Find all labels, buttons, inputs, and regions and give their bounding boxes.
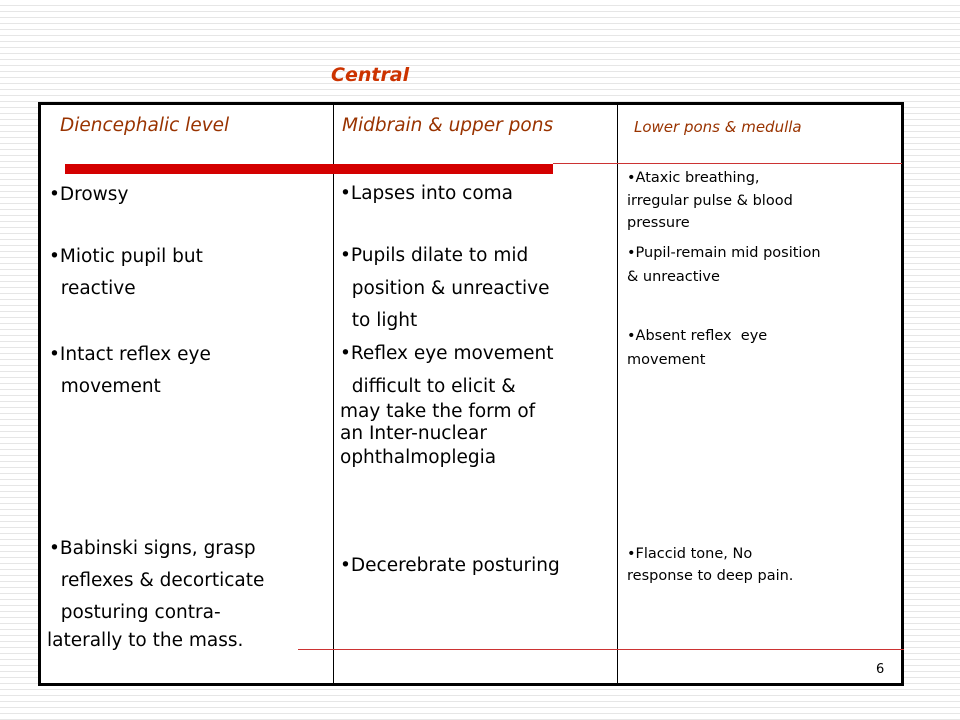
list-item: reflexes & decorticate <box>49 570 265 591</box>
list-item: •Miotic pupil but <box>49 246 203 267</box>
list-item: •Ataxic breathing, <box>627 170 760 186</box>
header-diencephalic: Diencephalic level <box>60 115 230 136</box>
list-item: •Drowsy <box>49 184 129 205</box>
header-midbrain: Midbrain & upper pons <box>342 115 554 136</box>
list-item: •Decerebrate posturing <box>340 555 560 576</box>
list-item: •Lapses into coma <box>340 183 514 204</box>
divider-line <box>553 163 902 164</box>
list-item: •Intact reflex eye <box>49 344 211 365</box>
column-divider <box>333 105 334 683</box>
list-item: difficult to elicit & <box>340 376 516 397</box>
list-item: •Pupil-remain mid position <box>627 245 821 261</box>
slide-title: Central <box>331 64 410 86</box>
accent-bar <box>65 164 553 174</box>
list-item: •Flaccid tone, No <box>627 546 753 562</box>
list-item: an Inter-nuclear <box>340 423 487 444</box>
list-item: pressure <box>627 215 690 231</box>
list-item: laterally to the mass. <box>47 630 244 651</box>
list-item: may take the form of <box>340 401 536 422</box>
list-item: to light <box>340 310 418 331</box>
header-lower-pons: Lower pons & medulla <box>634 118 802 136</box>
list-item: & unreactive <box>627 269 720 285</box>
list-item: •Absent reflex eye <box>627 328 768 344</box>
list-item: •Reflex eye movement <box>340 343 554 364</box>
column-divider <box>617 105 618 683</box>
page-number: 6 <box>876 662 885 677</box>
list-item: ophthalmoplegia <box>340 447 497 468</box>
list-item: position & unreactive <box>340 278 550 299</box>
list-item: posturing contra- <box>49 602 221 623</box>
list-item: irregular pulse & blood <box>627 193 793 209</box>
list-item: reactive <box>49 278 136 299</box>
list-item: movement <box>49 376 161 397</box>
list-item: •Pupils dilate to mid <box>340 245 529 266</box>
divider-line <box>298 649 904 650</box>
list-item: response to deep pain. <box>627 568 794 584</box>
list-item: movement <box>627 352 706 368</box>
list-item: •Babinski signs, grasp <box>49 538 256 559</box>
